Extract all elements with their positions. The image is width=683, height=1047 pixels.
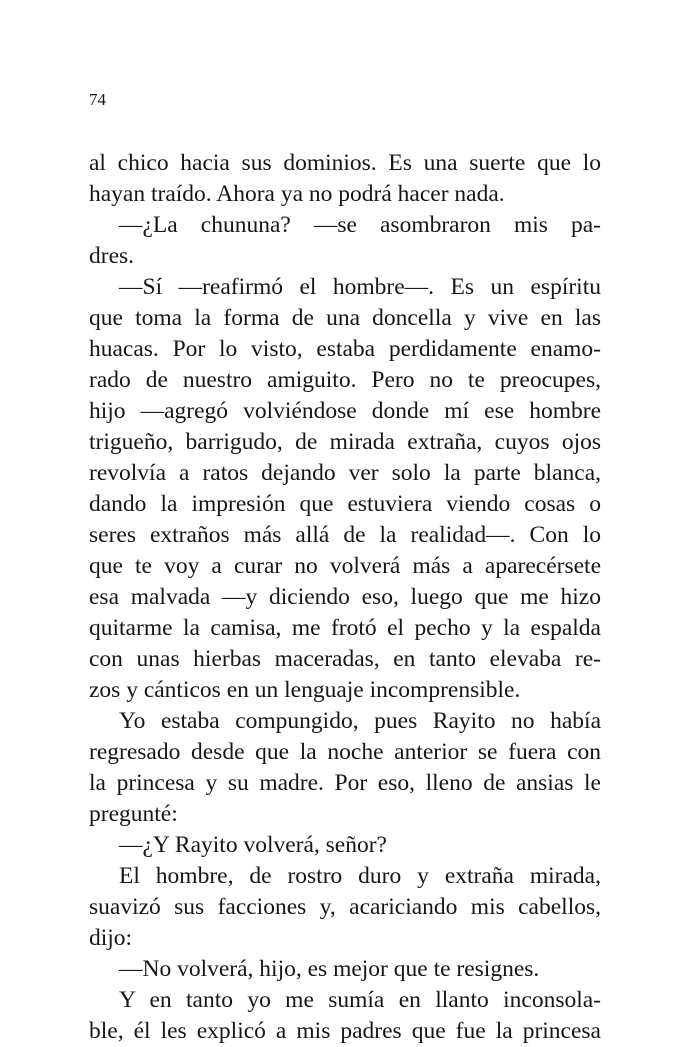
text-line: —No volverá, hijo, es mejor que te resignes. (119, 956, 540, 982)
text-line: seres extraños más allá de la realidad—. Con lo (89, 522, 601, 548)
text-line: con unas hierbas maceradas, en tanto elevaba re- (89, 646, 601, 672)
body-text (89, 148, 601, 1047)
text-line: que te voy a curar no volverá más a aparecérsete (89, 553, 601, 579)
text-line: la princesa y su madre. Por eso, lleno de ansias le (89, 770, 601, 796)
text-line: que toma la forma de una doncella y vive en las (89, 305, 601, 331)
text-line: revolvía a ratos dejando ver solo la parte blanca, (89, 460, 601, 486)
text-line: —Sí —reafirmó el hombre—. Es un espíritu (119, 274, 601, 300)
text-line: rado de nuestro amiguito. Pero no te preocupes, (89, 367, 601, 393)
text-line: hijo —agregó volviéndose donde mí ese hombre (89, 398, 601, 424)
text-line: Yo estaba compungido, pues Rayito no había (119, 708, 601, 734)
text-line: regresado desde que la noche anterior se fuera con (89, 739, 601, 765)
text-line: —¿Y Rayito volverá, señor? (119, 832, 387, 858)
text-line: zos y cánticos en un lenguaje incomprensible. (89, 677, 521, 703)
text-line: —¿La chununa? —se asombraron mis pa- (119, 212, 601, 238)
page-number: 74 (89, 90, 106, 109)
text-line: dijo: (89, 925, 133, 951)
text-line: huacas. Por lo visto, estaba perdidamente enamo- (89, 336, 601, 362)
text-line: suavizó sus facciones y, acariciando mis cabellos, (89, 894, 601, 920)
text-line: ble, él les explicó a mis padres que fue la princesa (89, 1018, 601, 1044)
text-line: trigueño, barrigudo, de mirada extraña, cuyos ojos (89, 429, 601, 455)
text-line: dando la impresión que estuviera viendo cosas o (89, 491, 601, 517)
text-line: pregunté: (89, 801, 178, 827)
text-line: quitarme la camisa, me frotó el pecho y la espalda (89, 615, 601, 641)
text-line: Y en tanto yo me sumía en llanto inconsola- (119, 987, 601, 1013)
text-line: El hombre, de rostro duro y extraña mirada, (119, 863, 601, 889)
text-line: hayan traído. Ahora ya no podrá hacer nada. (89, 181, 505, 207)
text-line: esa malvada —y diciendo eso, luego que me hizo (89, 584, 601, 610)
text-line: al chico hacia sus dominios. Es una suerte que lo (89, 150, 601, 176)
text-line: dres. (89, 243, 135, 269)
